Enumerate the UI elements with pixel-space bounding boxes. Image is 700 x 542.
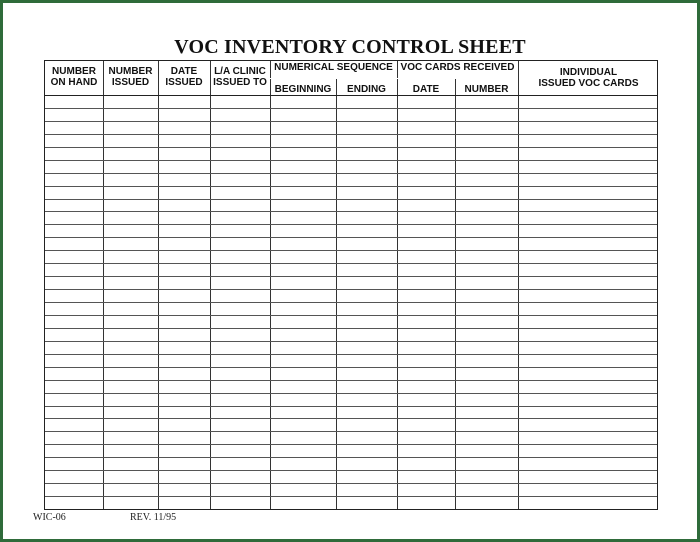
table-row-divider xyxy=(45,328,657,329)
col-date: DATE xyxy=(412,84,440,95)
table-row-divider xyxy=(45,431,657,432)
col-date-issued: DATE ISSUED xyxy=(165,66,203,88)
table-row-divider xyxy=(45,315,657,316)
table-row-divider xyxy=(45,147,657,148)
table-row-divider xyxy=(45,250,657,251)
col-voc-cards-received: VOC CARDS RECEIVED xyxy=(400,62,515,73)
column-divider xyxy=(158,61,159,509)
column-divider xyxy=(103,61,104,509)
table-row-divider xyxy=(45,108,657,109)
column-divider xyxy=(210,61,211,509)
table-row-divider xyxy=(45,496,657,497)
col-numerical-sequence: NUMERICAL SEQUENCE xyxy=(274,62,393,73)
table-row-divider xyxy=(45,367,657,368)
col-number-issued: NUMBER ISSUED xyxy=(108,66,153,88)
table-row-divider xyxy=(45,393,657,394)
col-beginning: BEGINNING xyxy=(274,84,332,95)
header-divider xyxy=(45,95,657,96)
column-divider xyxy=(270,61,271,509)
table-row-divider xyxy=(45,380,657,381)
document-page xyxy=(3,3,697,539)
table-row-divider xyxy=(45,160,657,161)
revision-label: REV. 11/95 xyxy=(130,512,177,523)
table-row-divider xyxy=(45,289,657,290)
table-row-divider xyxy=(45,211,657,212)
table-row-divider xyxy=(45,263,657,264)
table-row-divider xyxy=(45,173,657,174)
column-divider xyxy=(397,61,398,509)
table-row-divider xyxy=(45,121,657,122)
table-row-divider xyxy=(45,354,657,355)
table-row-divider xyxy=(45,444,657,445)
table-row-divider xyxy=(45,341,657,342)
table-row-divider xyxy=(45,237,657,238)
col-number: NUMBER xyxy=(464,84,509,95)
table-row-divider xyxy=(45,302,657,303)
col-ending: ENDING xyxy=(347,84,386,95)
col-individual: INDIVIDUAL ISSUED VOC CARDS xyxy=(538,67,639,89)
table-row-divider xyxy=(45,483,657,484)
table-row-divider xyxy=(45,134,657,135)
group-header-divider xyxy=(270,78,518,79)
table-row-divider xyxy=(45,418,657,419)
form-id: WIC-06 xyxy=(33,512,66,523)
table-row-divider xyxy=(45,406,657,407)
page-title: VOC INVENTORY CONTROL SHEET xyxy=(174,36,526,58)
table-row-divider xyxy=(45,470,657,471)
column-divider xyxy=(518,61,519,509)
table-row-divider xyxy=(45,199,657,200)
table-row-divider xyxy=(45,186,657,187)
table-row-divider xyxy=(45,224,657,225)
col-number-on-hand: NUMBER ON HAND xyxy=(50,66,98,88)
inventory-table xyxy=(44,60,658,510)
table-row-divider xyxy=(45,457,657,458)
col-la-clinic: L/A CLINIC ISSUED TO xyxy=(213,66,267,88)
table-row-divider xyxy=(45,276,657,277)
